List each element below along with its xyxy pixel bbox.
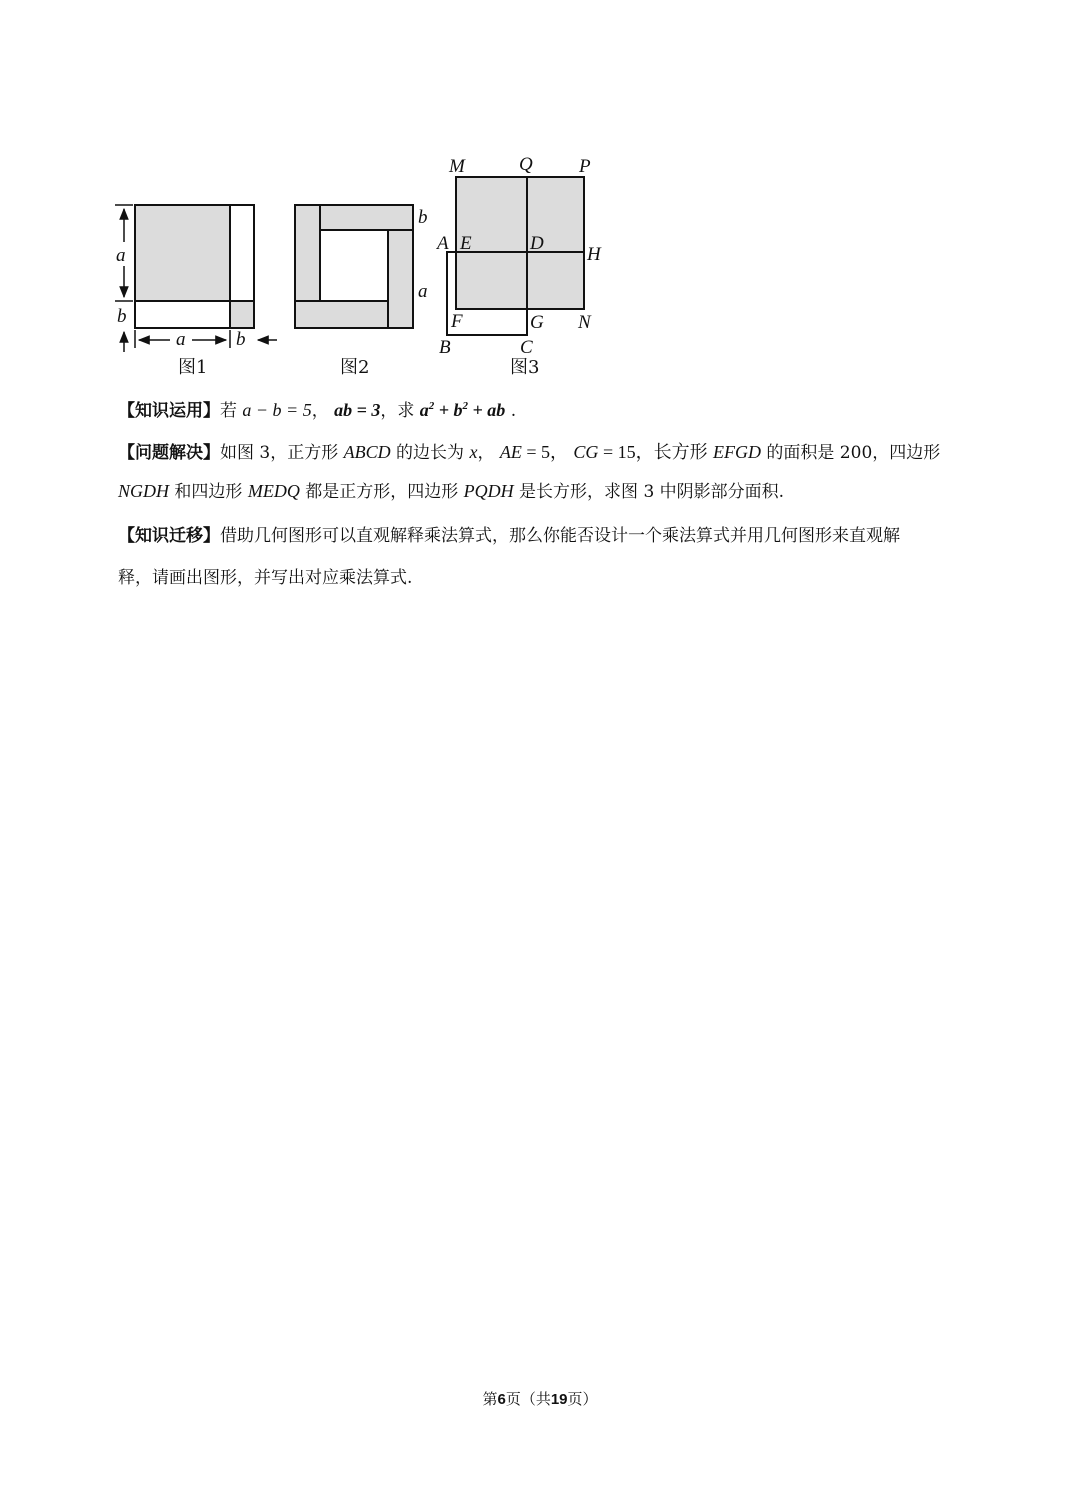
question-problem-solving-line1 (118, 438, 978, 464)
fig3-point-Q: Q (519, 154, 533, 175)
fig2-caption: 图2 (340, 357, 370, 378)
question3-line1: 借助几何图形可以直观解释乘法算式，那么你能否设计一个乘法算式并用几何图形来直观解 (220, 526, 900, 546)
fig3-caption: 图3 (510, 357, 540, 378)
fig1-label-a-bottom: a (176, 329, 186, 350)
fig1-right-strip (230, 205, 254, 301)
fig3-point-G: G (530, 312, 544, 333)
fig1-small-square-shaded (230, 301, 254, 328)
fig1-label-b-bottom: b (236, 329, 246, 350)
question2-text: 都是正方形，四边形 (305, 482, 459, 502)
footer-page-number: 6 (497, 1391, 506, 1408)
question2-text: 如图 3，正方形 (220, 443, 339, 463)
page-footer (0, 1388, 1080, 1409)
question2-math: MEDQ (247, 481, 300, 501)
footer-total-pages: 19 (550, 1391, 568, 1408)
question1-heading: 【知识运用】 (118, 401, 220, 421)
figure-1 (115, 205, 277, 378)
fig3-point-E: E (460, 233, 472, 254)
fig3-point-A: A (437, 233, 449, 254)
question3-line2: 释，请画出图形，并写出对应乘法算式. (118, 568, 413, 588)
question2-math: CG (573, 442, 599, 462)
fig3-point-F: F (451, 311, 463, 332)
question2-math: NGDH (118, 481, 170, 501)
fig3-rect-EFGD (456, 252, 527, 309)
fig2-label-b: b (418, 207, 428, 228)
fig1-big-square-shaded (135, 205, 230, 301)
fig2-top-rect (320, 205, 413, 230)
fig1-label-b-left: b (117, 306, 127, 327)
fig2-right-rect (388, 230, 413, 328)
fig3-point-H: H (587, 244, 601, 265)
fig1-bottom-strip (135, 301, 230, 328)
question2-text: 是长方形，求图 3 中阴影部分面积. (519, 482, 785, 502)
footer-text: 第 (482, 1390, 498, 1408)
question1-expr-2: ab = 3 (334, 400, 381, 420)
fig3-point-D: D (530, 233, 544, 254)
figures-illustration (0, 0, 1080, 400)
question2-math: AE (499, 442, 522, 462)
question-knowledge-transfer-line2 (118, 563, 978, 588)
figure-2 (295, 205, 428, 378)
question-problem-solving-line2 (118, 477, 978, 502)
fig1-caption: 图1 (178, 357, 208, 378)
question2-math: ABCD (343, 442, 391, 462)
fig3-point-M: M (449, 156, 465, 177)
question1-expr-1: a − b = 5 (242, 400, 312, 420)
question2-text: ， (477, 443, 495, 463)
question2-text: 的面积是 200，四边形 (766, 443, 941, 463)
footer-text: 页（共 (505, 1390, 551, 1408)
question3-heading: 【知识迁移】 (118, 526, 220, 546)
fig2-bottom-rect (295, 301, 388, 328)
question2-math: PQDH (463, 481, 514, 501)
fig3-point-C: C (520, 337, 533, 358)
question2-text: = 5， (521, 442, 569, 462)
fig3-point-P: P (579, 156, 591, 177)
question1-text-1: 若 (220, 401, 237, 421)
question-knowledge-transfer-line1 (118, 521, 978, 546)
question1-text-2: ， (311, 401, 329, 421)
question2-text: 和四边形 (174, 482, 243, 502)
fig3-point-N: N (578, 312, 591, 333)
footer-text: 页） (567, 1390, 598, 1408)
question1-text-4: . (510, 401, 517, 421)
question1-text-3: ，求 (380, 401, 415, 421)
question1-expr-3: $a^2 + b^2$ + ab (419, 400, 506, 420)
fig3-square-NGDH (527, 252, 584, 309)
figure-3 (435, 154, 602, 378)
question2-text: 的边长为 (396, 443, 465, 463)
fig1-label-a-left: a (116, 245, 126, 266)
question2-math: x (469, 442, 478, 462)
fig2-left-rect (295, 205, 320, 301)
question2-text: = 15，长方形 (598, 442, 708, 462)
question2-heading: 【问题解决】 (118, 443, 220, 463)
question-knowledge-application (118, 396, 978, 421)
question2-math: EFGD (713, 442, 761, 462)
fig2-label-a: a (418, 281, 428, 302)
fig3-point-B: B (439, 337, 451, 358)
